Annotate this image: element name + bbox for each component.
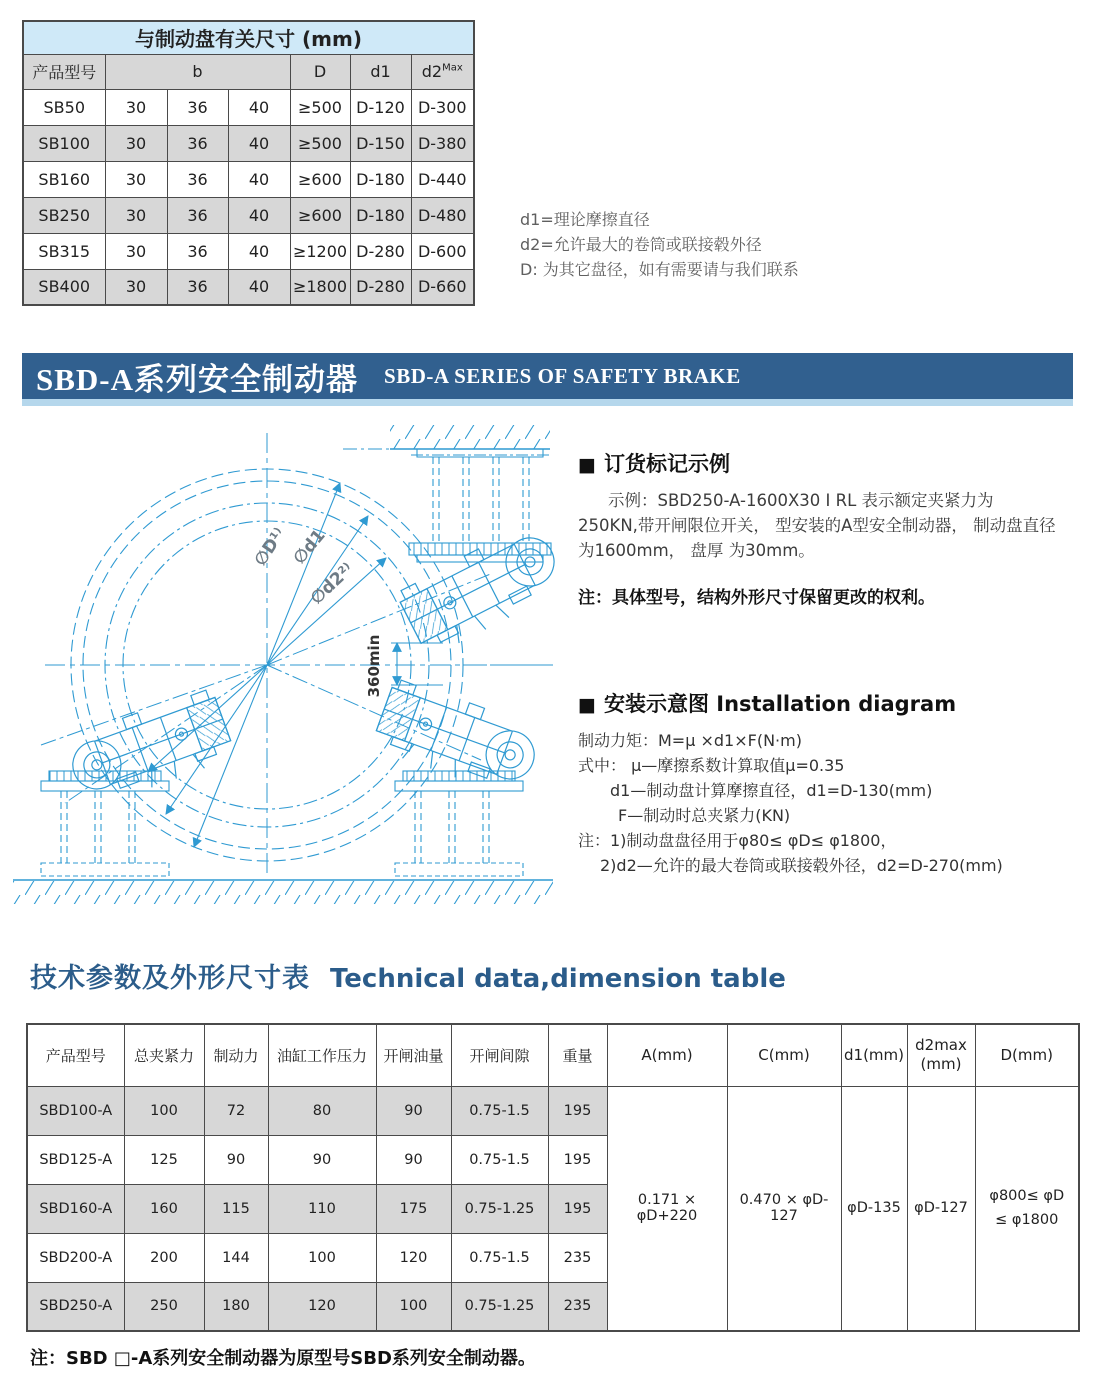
order-example-line: 250KN,带开闸限位开关， 型安装的A型安全制动器， 制动盘直径: [578, 516, 1056, 535]
col-header-pressure: 油缸工作压力: [268, 1024, 376, 1086]
installation-block: [578, 688, 1083, 878]
banner-strip: [22, 399, 1073, 406]
ceiling-hatch: [343, 425, 550, 449]
installation-line: 2)d2—允许的最大卷筒或联接毂外径，d2=D-270(mm): [600, 856, 1003, 875]
table-row: SBD100-A 100 72 80 90 0.75-1.5 195 0.171 × φD+220 0.470 × φD-127 φD-135 φD-127 φ800≤ φD ≤ φ1800: [27, 1086, 1079, 1135]
table-row: SB50 30 36 40 ≥500 D-120 D-300: [23, 89, 474, 125]
disc-dimension-notes: [520, 207, 799, 282]
tech-section-title-cn: 技术参数及外形尺寸表: [30, 963, 310, 994]
table-row: SBD200-A 200 144 100 120 0.75-1.5 235: [27, 1233, 1079, 1282]
col-header-A: A(mm): [607, 1024, 727, 1086]
tech-section-title: [30, 956, 786, 995]
table-row: SB400 30 36 40 ≥1800 D-280 D-660: [23, 269, 474, 305]
table-row: SB315 30 36 40 ≥1200 D-280 D-600: [23, 233, 474, 269]
col-header-d1: d1: [350, 54, 411, 89]
dimension-360min: [391, 643, 553, 685]
col-header-D: D(mm): [975, 1024, 1079, 1086]
table-row: SBD160-A 160 115 110 175 0.75-1.25 195: [27, 1184, 1079, 1233]
order-example-heading: ■ 订货标记示例: [578, 452, 730, 476]
installation-heading: ■ 安装示意图 Installation diagram: [578, 692, 957, 716]
installation-line: F—制动时总夹紧力(KN): [618, 806, 791, 825]
col-header-d1: d1(mm): [841, 1024, 907, 1086]
footer-note: 注：SBD □-A系列安全制动器为原型号SBD系列安全制动器。: [30, 1348, 536, 1369]
col-header-model: 产品型号: [23, 54, 105, 89]
diameter-labels: [251, 525, 358, 609]
table-row: SB160 30 36 40 ≥600 D-180 D-440: [23, 161, 474, 197]
label-D: ∅D¹⁾: [250, 524, 291, 570]
bullet-square-icon: ■: [578, 454, 596, 476]
tech-section-title-en: Technical data,dimension table: [330, 964, 786, 994]
banner-title-en: SBD-A SERIES OF SAFETY BRAKE: [384, 363, 741, 388]
col-header-D: D: [290, 54, 350, 89]
merged-cell-D: φ800≤ φD ≤ φ1800: [975, 1086, 1079, 1331]
bullet-square-icon: ■: [578, 694, 596, 716]
col-header-b: b: [105, 54, 290, 89]
caliper-bottom-right: [371, 676, 545, 876]
installation-line: 注：1)制动盘盘径用于φ80≤ φD≤ φ1800，: [578, 831, 897, 850]
caliper-top-right: [395, 449, 555, 658]
note-d2: d2=允许最大的卷筒或联接毂外径: [520, 235, 762, 254]
order-example-line: 示例：SBD250-A-1600X30 Ⅰ RL 表示额定夹紧力为: [608, 491, 994, 510]
table-row: SBD125-A 125 90 90 90 0.75-1.5 195: [27, 1135, 1079, 1184]
col-header-d2max: d2max (mm): [907, 1024, 975, 1086]
installation-line: 式中： μ—摩擦系数计算取值μ=0.35: [578, 756, 845, 775]
installation-line: d1—制动盘计算摩擦直径，d1=D-130(mm): [610, 781, 933, 800]
installation-line: 制动力矩：M=μ ×d1×F(N·m): [578, 731, 802, 750]
installation-drawing: [5, 415, 555, 910]
col-header-d2max: $d2^{Max}$: [411, 54, 474, 89]
center-lines: [41, 433, 553, 877]
table-row: SB250 30 36 40 ≥600 D-180 D-480: [23, 197, 474, 233]
ground-hatch: [13, 880, 553, 904]
installation-drawing-svg: [5, 415, 555, 910]
brake-disc-dimension-table: [22, 20, 475, 306]
col-header-brake: 制动力: [204, 1024, 268, 1086]
merged-cell-d2max: φD-127: [907, 1086, 975, 1331]
label-360min: 360min: [365, 634, 383, 698]
series-banner: [22, 353, 1073, 399]
table-header-row: [27, 1024, 1079, 1086]
table-title: 与制动盘有关尺寸 (mm): [23, 21, 474, 54]
col-header-oil: 开闸油量: [376, 1024, 451, 1086]
note-d1: d1=理论摩擦直径: [520, 210, 650, 229]
caliper-bottom-left: [41, 686, 236, 876]
merged-cell-d1: φD-135: [841, 1086, 907, 1331]
col-header-C: C(mm): [727, 1024, 841, 1086]
col-header-weight: 重量: [548, 1024, 607, 1086]
label-d1: ∅d1: [289, 525, 330, 569]
note-D: D: 为其它盘径，如有需要请与我们联系: [520, 260, 799, 279]
order-example-line: 为1600mm， 盘厚 为30mm。: [578, 541, 815, 560]
order-example-note: 注：具体型号，结构外形尺寸保留更改的权利。: [578, 588, 935, 608]
banner-title-cn: SBD-A系列安全制动器: [36, 361, 359, 397]
table-row: SBD250-A 250 180 120 100 0.75-1.25 235: [27, 1282, 1079, 1331]
label-d2: ∅d2²⁾: [306, 559, 358, 609]
merged-cell-A: 0.171 × φD+220: [607, 1086, 727, 1331]
col-header-model: 产品型号: [27, 1024, 124, 1086]
col-header-clamp: 总夹紧力: [124, 1024, 204, 1086]
technical-data-table: [26, 1023, 1080, 1332]
merged-cell-C: 0.470 × φD-127: [727, 1086, 841, 1331]
table-row: SB100 30 36 40 ≥500 D-150 D-380: [23, 125, 474, 161]
col-header-gap: 开闸间隙: [451, 1024, 548, 1086]
order-example-block: [578, 448, 1083, 608]
